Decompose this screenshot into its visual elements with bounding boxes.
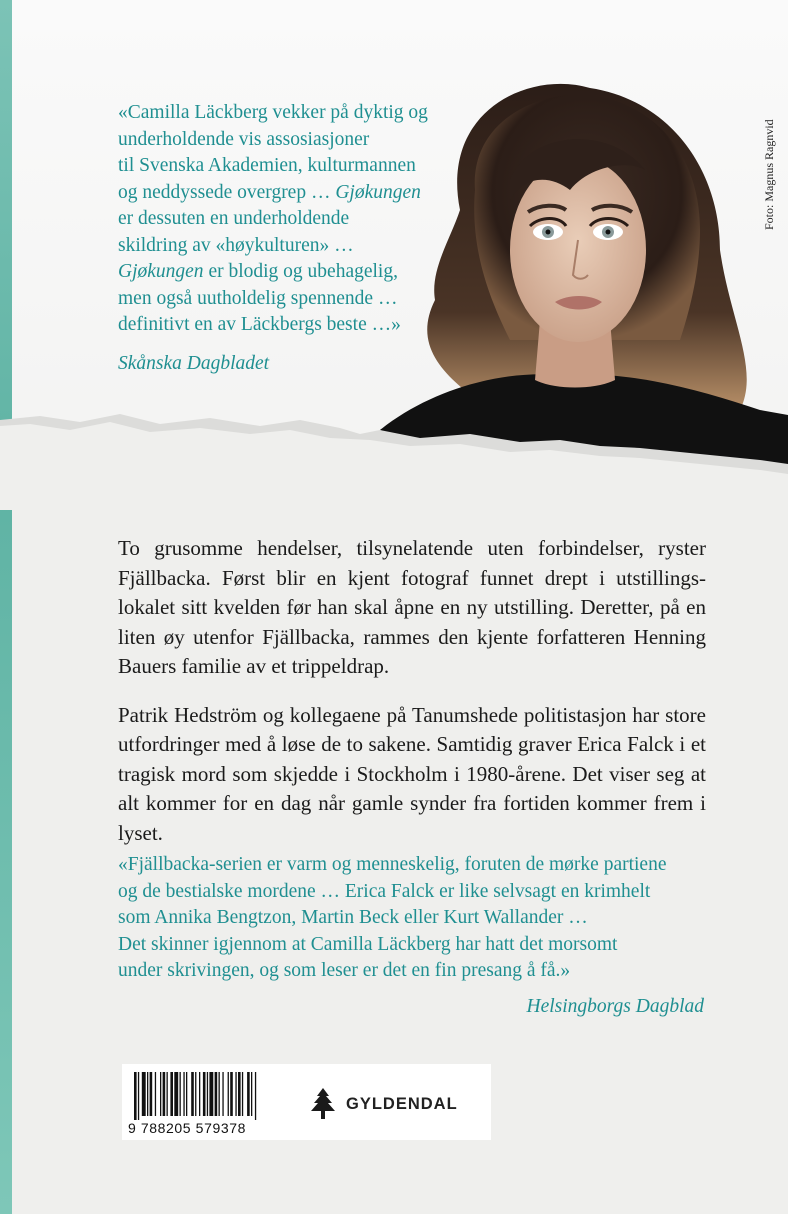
barcode-bar bbox=[186, 1072, 187, 1116]
barcode-bar bbox=[134, 1072, 137, 1120]
barcode-bar bbox=[174, 1072, 178, 1116]
isbn-number: 9 788205 579378 bbox=[128, 1120, 246, 1136]
barcode-bar bbox=[203, 1072, 206, 1116]
barcode-bar bbox=[230, 1072, 233, 1116]
photo-credit: Foto: Magnus Ragnvid bbox=[762, 119, 776, 230]
barcode-bar bbox=[170, 1072, 173, 1116]
book-title: Gjøkungen bbox=[118, 261, 204, 282]
barcode-bar bbox=[163, 1072, 166, 1116]
barcode-bar bbox=[242, 1072, 243, 1116]
barcode-bar bbox=[155, 1072, 156, 1116]
quote-line: «Fjällbacka-serien er varm og menneskelig, foruten de mørke partiene bbox=[118, 854, 667, 875]
barcode-bar bbox=[251, 1072, 252, 1116]
quote-line: men også uutholdelig spennende … bbox=[118, 287, 398, 309]
barcode-bar bbox=[195, 1072, 196, 1116]
publisher-logo bbox=[308, 1084, 488, 1124]
top-review-quote bbox=[118, 100, 478, 377]
barcode-panel bbox=[122, 1064, 491, 1140]
quote-line: som Annika Bengtzon, Martin Beck eller Kurt Wallander … bbox=[118, 907, 588, 928]
quote-line: underholdende vis assosiasjoner bbox=[118, 128, 370, 150]
quote-line: og neddyssede overgrep … Gjøkungen bbox=[118, 181, 421, 203]
quote-source: Skånska Dagbladet bbox=[118, 352, 270, 374]
barcode-bar bbox=[215, 1072, 218, 1116]
spine-edge bbox=[0, 0, 12, 1214]
quote-line: er dessuten en underholdende bbox=[118, 208, 350, 229]
quote-line: «Camilla Läckberg vekker på dyktig og bbox=[118, 102, 428, 123]
barcode-bar bbox=[150, 1072, 153, 1116]
publisher-name: GYLDENDAL bbox=[346, 1094, 458, 1113]
book-blurb bbox=[118, 534, 706, 867]
barcode-bar bbox=[183, 1072, 184, 1116]
quote-source: Helsingborgs Dagblad bbox=[526, 995, 704, 1017]
barcode-bar bbox=[219, 1072, 220, 1116]
torn-paper-edge bbox=[0, 400, 788, 510]
barcode-bar bbox=[199, 1072, 200, 1116]
tree-logo-icon bbox=[308, 1087, 338, 1121]
barcode-bar bbox=[138, 1072, 139, 1120]
barcode-bar bbox=[255, 1072, 256, 1120]
blurb-paragraph: Patrik Hedström og kollegaene på Tanumshede politistasjon har store utfordringer med å løse de to sakene. Samtidig graver Erica Falck i et tragisk mord som skjedde i Stockholm i 1980-årene. Det viser seg at alt kommer for en dag når gamle synder fra fortiden kommer frem i lyset. bbox=[118, 702, 706, 845]
barcode bbox=[132, 1072, 308, 1120]
quote-line: til Svenska Akademien, kulturmannen bbox=[118, 155, 416, 176]
barcode-bar bbox=[142, 1072, 146, 1116]
barcode-bar bbox=[228, 1072, 229, 1116]
book-title: Gjøkungen bbox=[335, 181, 421, 203]
barcode-bar bbox=[235, 1072, 236, 1116]
barcode-bar bbox=[207, 1072, 208, 1116]
barcode-bar bbox=[247, 1072, 250, 1116]
quote-line: Gjøkungen er blodig og ubehagelig, bbox=[118, 261, 398, 282]
barcode-bar bbox=[160, 1072, 161, 1116]
quote-line: Det skinner igjennom at Camilla Läckberg har hatt det morsomt bbox=[118, 933, 618, 955]
blurb-paragraph: To grusomme hendelser, tilsynelatende uten forbindelser, ryster Fjällbacka. Først blir en kjent fotograf funnet drept i utstillings-lokalet sitt kvelden før han skal åpne en ny utstilling. Deretter, på en liten øy utenfor Fjällbacka, rammes den kjente forfatteren Henning Bauers familie av et trippeldrap. bbox=[118, 536, 706, 678]
quote-line: under skrivingen, og som leser er det en fin presang å få.» bbox=[118, 960, 571, 981]
barcode-bar bbox=[180, 1072, 181, 1116]
quote-line: skildring av «høykulturen» … bbox=[118, 234, 354, 256]
bottom-review-quote bbox=[118, 852, 718, 1020]
barcode-bar bbox=[191, 1072, 194, 1116]
barcode-bar bbox=[238, 1072, 241, 1116]
quote-line: definitivt en av Läckbergs beste …» bbox=[118, 314, 401, 335]
barcode-bar bbox=[222, 1072, 223, 1116]
barcode-bar bbox=[167, 1072, 168, 1116]
barcode-bar bbox=[147, 1072, 148, 1116]
quote-line: og de bestialske mordene … Erica Falck er like selvsagt en krimhelt bbox=[118, 880, 651, 902]
barcode-bar bbox=[209, 1072, 213, 1116]
